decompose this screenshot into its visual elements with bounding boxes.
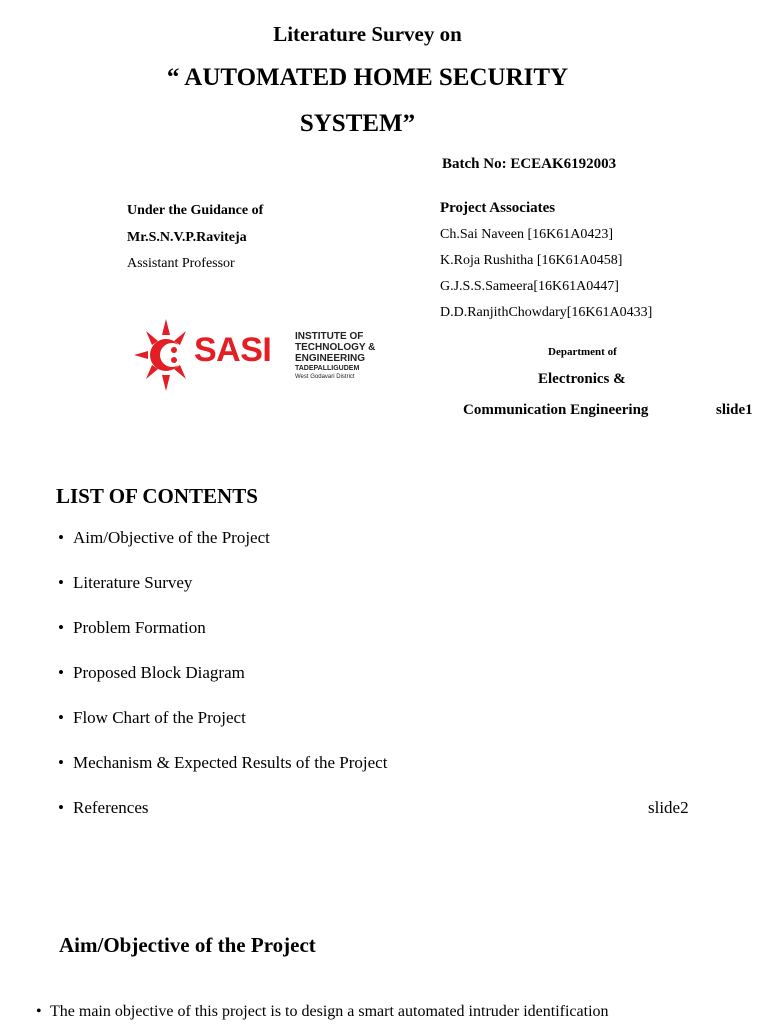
bullet: • [58, 663, 64, 682]
bullet: • [58, 708, 64, 727]
aim-paragraph [36, 1003, 609, 1021]
list-item [58, 708, 246, 728]
bullet: • [36, 1003, 42, 1020]
guide-role: Assistant Professor [127, 256, 235, 271]
bullet: • [58, 753, 64, 772]
associate-item: Ch.Sai Naveen [16K61A0423] [440, 227, 614, 242]
department-line-2: Communication Engineering [463, 402, 649, 418]
slide-label: slide1 [716, 402, 753, 418]
list-item [58, 573, 192, 593]
guide-name: Mr.S.N.V.P.Raviteja [127, 230, 247, 245]
department-heading: Department of [548, 346, 617, 358]
batch-number: Batch No: ECEAK6192003 [442, 156, 617, 172]
logo-wordmark: SASI [194, 331, 272, 369]
associate-item: K.Roja Rushitha [16K61A0458] [440, 253, 623, 268]
associates-heading: Project Associates [440, 200, 556, 216]
logo-line: TECHNOLOGY & [295, 342, 376, 353]
list-item-text: References [73, 798, 149, 817]
list-item-text: Flow Chart of the Project [73, 708, 246, 727]
logo-line: West Godavari District [295, 374, 355, 380]
list-item-text: Literature Survey [73, 573, 193, 592]
contents-heading: LIST OF CONTENTS [56, 484, 258, 508]
list-item-text: Proposed Block Diagram [73, 663, 245, 682]
bullet: • [58, 528, 64, 547]
bullet: • [58, 618, 64, 637]
guidance-heading: Under the Guidance of [127, 203, 264, 218]
title-line-2: “ AUTOMATED HOME SECURITY [166, 64, 569, 91]
title-line-1: Literature Survey on [273, 22, 462, 46]
aim-text: The main objective of this project is to design a smart automated intruder identification [50, 1003, 609, 1020]
list-item [58, 528, 270, 548]
list-item [58, 798, 149, 818]
list-item-text: Aim/Objective of the Project [73, 528, 270, 547]
sun-emblem-icon [134, 317, 196, 393]
slide-label: slide2 [648, 798, 689, 817]
title-line-3: SYSTEM” [299, 110, 416, 137]
aim-heading: Aim/Objective of the Project [59, 933, 316, 957]
logo-line: INSTITUTE OF [295, 331, 364, 342]
list-item [58, 753, 387, 773]
list-item-text: Mechanism & Expected Results of the Project [73, 753, 388, 772]
associate-item: G.J.S.S.Sameera[16K61A0447] [440, 279, 619, 294]
bullet: • [58, 798, 64, 817]
list-item [58, 618, 206, 638]
associate-item: D.D.RanjithChowdary[16K61A0433] [440, 305, 653, 320]
bullet: • [58, 573, 64, 592]
list-item [58, 663, 245, 683]
logo-line: TADEPALLIGUDEM [295, 365, 360, 372]
institute-logo [130, 313, 375, 398]
logo-line: ENGINEERING [295, 353, 366, 364]
department-line-1: Electronics & [538, 371, 626, 387]
list-item-text: Problem Formation [73, 618, 206, 637]
